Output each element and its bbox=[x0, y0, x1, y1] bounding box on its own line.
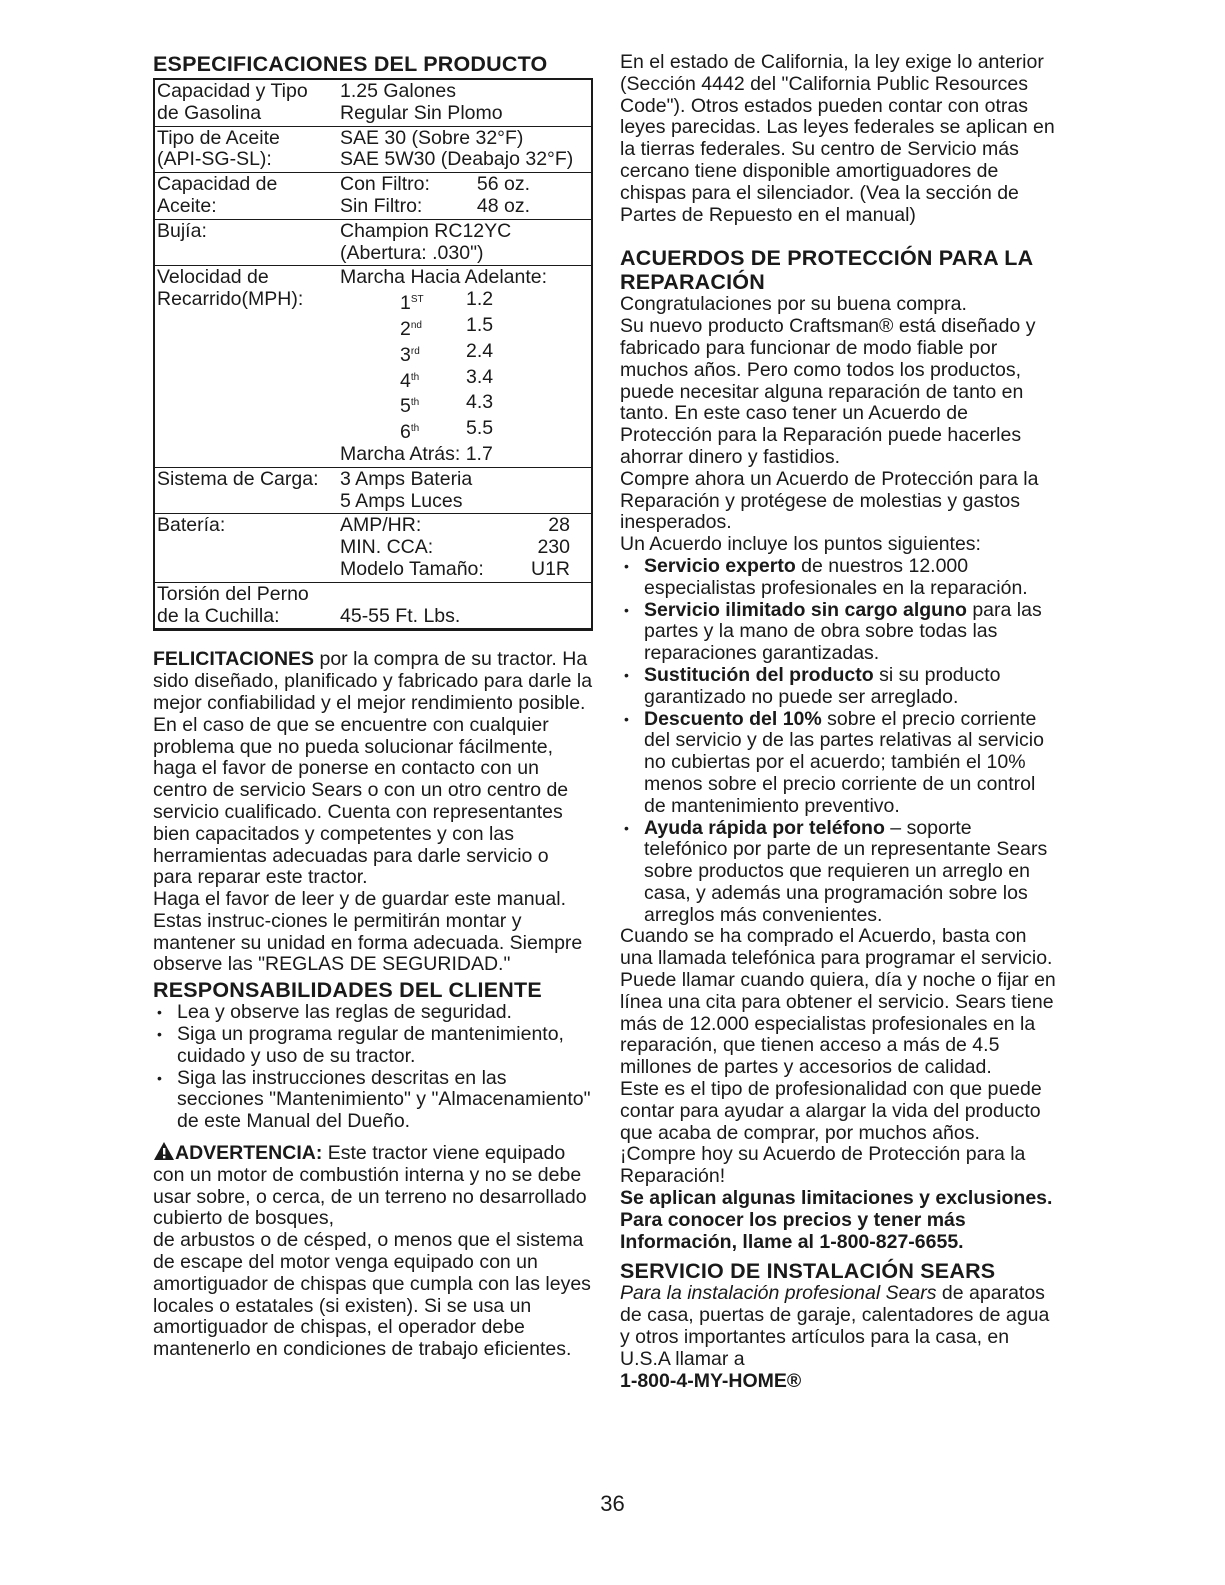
congrats-lead: FELICITACIONES bbox=[153, 648, 315, 671]
spec-label: Bujía: bbox=[157, 219, 207, 242]
spec-row-speed bbox=[155, 266, 591, 467]
gear-number: 6 bbox=[400, 421, 411, 444]
responsibilities-heading: RESPONSABILIDADES DEL CLIENTE bbox=[153, 978, 542, 1003]
spec-value: Marcha Hacia Adelante: bbox=[340, 266, 548, 289]
spec-label: Velocidad de bbox=[157, 266, 269, 289]
spec-value: 230 bbox=[537, 536, 570, 559]
specs-table bbox=[153, 78, 593, 631]
list-item bbox=[620, 818, 1060, 927]
gear-speed: 1.5 bbox=[466, 313, 494, 336]
protection-benefits-list bbox=[620, 556, 1060, 927]
install-heading: SERVICIO DE INSTALACIÓN SEARS bbox=[620, 1259, 996, 1284]
california-paragraph: En el estado de California, la ley exige lo anterior (Sección 4442 del "California Public Resources Code"). Otros estados pueden contar con otras leyes parecidas. Las leyes federales se aplican en la tierras federales. Su centro de Servicio más cercano tiene disponible amortiguadores de chispas para el silenciador. (Vea la sección de Partes de Repuesto en el manual) bbox=[620, 51, 1055, 226]
gear-number: 3 bbox=[400, 343, 411, 366]
warning-text: Este tractor viene equipado con un motor de combustión interna y no se debe usar sobre, o cerca, de un terreno no desarrollado cubierto de bosques, bbox=[153, 1142, 587, 1230]
list-item bbox=[620, 709, 1060, 818]
gear-row bbox=[340, 289, 520, 315]
gear-row bbox=[340, 315, 520, 341]
spec-row-blade-torque bbox=[155, 583, 591, 629]
benefit-title: Sustitución del producto bbox=[644, 663, 874, 686]
spec-label: Batería: bbox=[157, 514, 226, 537]
protection-paragraph: Congratulaciones por su buena compra. bbox=[620, 293, 967, 316]
list-item bbox=[620, 600, 1060, 665]
spec-value: 5 Amps Luces bbox=[340, 489, 463, 512]
congrats-text: por la compra de su tractor. Ha sido diseñado, planificado y fabricado para darle la mejor confiabilidad y el mejor rendimiento posible. bbox=[153, 648, 593, 714]
gear-speed: 2.4 bbox=[466, 339, 494, 362]
gear-number: 5 bbox=[400, 395, 411, 418]
congrats-paragraph-3: Haga el favor de leer y de guardar este manual. Estas instruc-ciones le permitirán montar y mantener su unidad en forma adecuada. Siempre observe las "REGLAS DE SEGURIDAD." bbox=[153, 888, 583, 976]
benefit-text: – soporte telefónico por parte de un representante Sears sobre productos que requieren un arreglo en casa, y además una programación sobre los arreglos más convenientes. bbox=[644, 816, 1048, 926]
protection-paragraph: Un Acuerdo incluye los puntos siguientes: bbox=[620, 533, 981, 556]
install-text: de aparatos de casa, puertas de garaje, calentadores de agua y otros importantes artículos para la casa, en U.S.A llamar a bbox=[620, 1282, 1050, 1370]
gear-suffix: th bbox=[410, 397, 420, 409]
protection-paragraph: Cuando se ha comprado el Acuerdo, basta con una llamada telefónica para programar el servicio. Puede llamar cuando quiera, día y noche o fijar en línea una cita para obtener el servicio. Sears tiene más de 12.000 especialistas profesionales en la reparación, que tienen acceso a más de 4.5 millones de partes y accesorios de calidad. bbox=[620, 925, 1056, 1079]
gear-number: 1 bbox=[400, 292, 411, 315]
protection-heading-line: ACUERDOS DE PROTECCIÓN PARA LA bbox=[620, 246, 1034, 271]
spec-value: 3 Amps Bateria bbox=[340, 467, 473, 490]
benefit-title: Ayuda rápida por teléfono bbox=[644, 816, 885, 839]
benefit-title: Descuento del 10% bbox=[644, 707, 822, 730]
benefit-text: de nuestros 12.000 especialistas profesionales en la reparación. bbox=[644, 554, 1028, 599]
spec-row-oil-type bbox=[155, 127, 591, 174]
spec-value: 45-55 Ft. Lbs. bbox=[340, 604, 461, 627]
gear-row bbox=[340, 392, 520, 418]
spec-value: SAE 30 (Sobre 32°F) bbox=[340, 126, 524, 149]
gear-row bbox=[340, 341, 520, 367]
spec-value: Marcha Atrás: 1.7 bbox=[340, 442, 493, 465]
spec-value: Sin Filtro: bbox=[340, 194, 423, 217]
spec-value: AMP/HR: bbox=[340, 514, 422, 537]
spec-row-battery bbox=[155, 514, 591, 582]
spec-row-fuel bbox=[155, 80, 591, 127]
warning-triangle-icon bbox=[153, 1141, 175, 1161]
protection-heading bbox=[620, 246, 1060, 294]
spec-row-charging bbox=[155, 468, 591, 515]
protection-heading-line: REPARACIÓN bbox=[620, 270, 765, 295]
warning-label: ADVERTENCIA: bbox=[175, 1142, 323, 1165]
spec-label: Capacidad de bbox=[157, 173, 278, 196]
list-item: • Lea y observe las reglas de seguridad. bbox=[153, 1002, 593, 1024]
warning-paragraph bbox=[153, 1141, 593, 1230]
gear-number: 4 bbox=[400, 369, 411, 392]
benefit-text: sobre el precio corriente del servicio y de las partes relativas al servicio no cubiertas por el acuerdo; también el 10% menos sobre el precio corriente de un control de mantenimiento preventivo. bbox=[644, 707, 1044, 817]
warning-text-2: de arbustos o de césped, o menos que el sistema de escape del motor venga equipado con un amortiguador de chispas que cumpla con las leyes locales o estatales (si existen). Si se usa un amortiguador de chispas, el operador debe mantenerlo en condiciones de trabajo eficientes. bbox=[153, 1229, 591, 1361]
gear-speed: 3.4 bbox=[466, 365, 494, 388]
gear-speed: 5.5 bbox=[466, 417, 494, 440]
gear-suffix: ST bbox=[410, 294, 424, 306]
list-item: • Siga las instrucciones descritas en las secciones "Mantenimiento" y "Almacenamiento" de este Manual del Dueño. bbox=[153, 1068, 593, 1133]
congrats-paragraph bbox=[153, 649, 593, 714]
spec-label: Sistema de Carga: bbox=[157, 467, 319, 490]
list-item: • Siga un programa regular de mantenimiento, cuidado y uso de su tractor. bbox=[153, 1024, 593, 1068]
responsibilities-list bbox=[153, 1002, 593, 1133]
protection-paragraph: Este es el tipo de profesionalidad con que puede contar para ayudar a alargar la vida del producto que acaba de comprar, por muchos años. ¡Compre hoy su Acuerdo de Protección para la Reparación! bbox=[620, 1078, 1042, 1188]
spec-value: Modelo Tamaño: bbox=[340, 557, 484, 580]
benefit-text: si su producto garantizado no puede ser arreglado. bbox=[644, 663, 1001, 708]
gear-row bbox=[340, 418, 520, 444]
gear-suffix: rd bbox=[410, 345, 420, 357]
spec-label: Torsión del Perno bbox=[157, 582, 309, 605]
spec-value: U1R bbox=[530, 557, 570, 580]
install-paragraph bbox=[620, 1283, 1060, 1370]
right-column bbox=[620, 52, 1060, 1392]
spec-label: de la Cuchilla: bbox=[157, 604, 280, 627]
gear-suffix: th bbox=[410, 423, 420, 435]
gear-number: 2 bbox=[400, 317, 411, 340]
spec-value: Con Filtro: bbox=[340, 173, 430, 196]
spec-row-spark-plug bbox=[155, 220, 591, 267]
left-column bbox=[153, 52, 593, 1361]
list-item bbox=[620, 556, 1060, 600]
protection-paragraph: Compre ahora un Acuerdo de Protección para la Reparación y protégese de molestias y gastos inesperados. bbox=[620, 467, 1039, 534]
spec-value: (Abertura: .030") bbox=[340, 241, 484, 264]
spec-label: Tipo de Aceite bbox=[157, 126, 280, 149]
spec-value: 1.25 Galones bbox=[340, 80, 457, 102]
spec-label: Aceite: bbox=[157, 194, 217, 217]
gear-suffix: th bbox=[410, 371, 420, 383]
benefit-title: Servicio experto bbox=[644, 554, 796, 577]
spec-value: SAE 5W30 (Deabajo 32°F) bbox=[340, 148, 574, 171]
gear-speed: 1.2 bbox=[466, 288, 494, 311]
protection-paragraph: Su nuevo producto Craftsman® está diseñado y fabricado para funcionar de modo fiable por muchos años. Pero como todos los productos, puede necesitar alguna reparación de tanto en tanto. En este caso tener un Acuerdo de Protección para la Reparación puede hacerles ahorrar dinero y fastidios. bbox=[620, 315, 1036, 468]
install-phone: 1-800-4-MY-HOME® bbox=[620, 1369, 802, 1392]
benefit-text: para las partes y la mano de obra sobre todas las reparaciones garantizadas. bbox=[644, 598, 1042, 665]
specs-heading: ESPECIFICACIONES DEL PRODUCTO bbox=[153, 52, 548, 76]
spec-label: Recarrido(MPH): bbox=[157, 288, 304, 311]
page-number: 36 bbox=[600, 1491, 625, 1516]
gear-speed: 4.3 bbox=[466, 391, 494, 414]
congrats-paragraph-2: En el caso de que se encuentre con cualquier problema que no pueda solucionar fácilmente, haga el favor de ponerse en contacto con un centro de servicio Sears o con un otro centro de servicio cualificado. Cuenta con representantes bien capacitados y competentes y con las herramientas adecuadas para darle servicio o para reparar este tractor. bbox=[153, 713, 569, 889]
spec-value: 28 bbox=[548, 514, 570, 537]
spec-value: Regular Sin Plomo bbox=[340, 101, 503, 124]
spec-value: MIN. CCA: bbox=[340, 536, 434, 559]
gear-row bbox=[340, 367, 520, 393]
spec-value: 56 oz. bbox=[476, 173, 530, 196]
spec-label: Capacidad y Tipo bbox=[157, 80, 308, 102]
spec-label: de Gasolina bbox=[157, 101, 262, 124]
spec-label: (API-SG-SL): bbox=[157, 148, 272, 171]
spec-value: 48 oz. bbox=[476, 194, 530, 217]
install-italic: Para la instalación profesional Sears bbox=[620, 1282, 937, 1305]
spec-row-oil-capacity bbox=[155, 173, 591, 220]
list-item bbox=[620, 665, 1060, 709]
gear-suffix: nd bbox=[410, 319, 422, 331]
spec-value: Champion RC12YC bbox=[340, 219, 512, 242]
benefit-title: Servicio ilimitado sin cargo alguno bbox=[644, 598, 967, 621]
protection-limitations: Se aplican algunas limitaciones y exclusiones. Para conocer los precios y tener más Información, llame al 1-800-827-6655. bbox=[620, 1187, 1053, 1253]
